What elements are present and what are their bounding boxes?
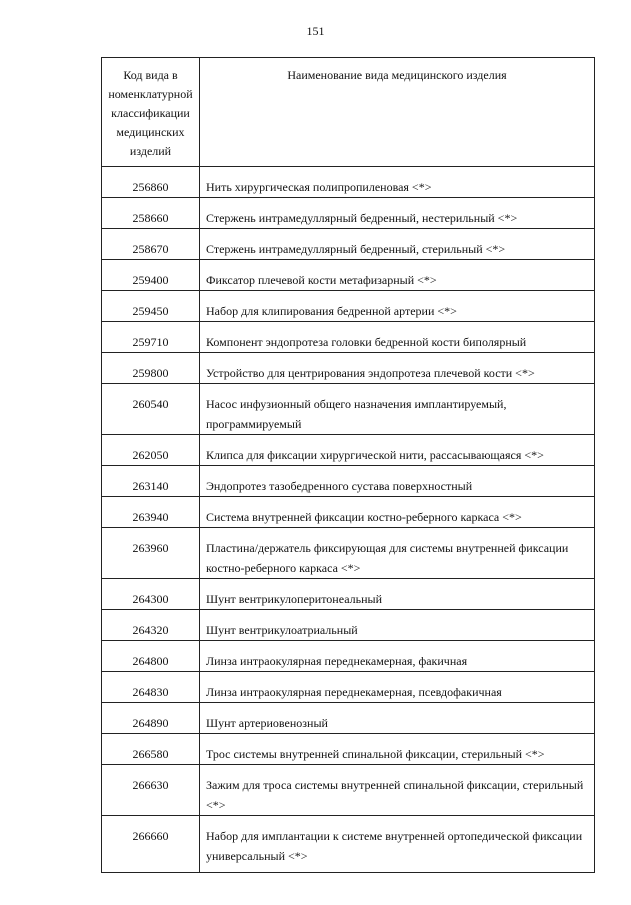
page-number: 151 <box>306 24 325 38</box>
table-row <box>102 322 595 353</box>
table-row <box>102 528 595 579</box>
device-name: Зажим для троса системы внутренней спинальной фиксации, стерильный <*> <box>200 765 595 816</box>
table-row <box>102 198 595 229</box>
table-row <box>102 703 595 734</box>
device-name: Стержень интрамедуллярный бедренный, стерильный <*> <box>200 229 595 260</box>
device-code: 263140 <box>102 466 200 497</box>
device-name: Нить хирургическая полипропиленовая <*> <box>200 167 595 198</box>
device-code: 259450 <box>102 291 200 322</box>
table-row <box>102 229 595 260</box>
table-row <box>102 641 595 672</box>
device-name: Линза интраокулярная переднекамерная, факичная <box>200 641 595 672</box>
device-code: 264320 <box>102 610 200 641</box>
device-code: 260540 <box>102 384 200 435</box>
device-code: 266580 <box>102 734 200 765</box>
device-code: 258670 <box>102 229 200 260</box>
table-row <box>102 734 595 765</box>
device-code: 256860 <box>102 167 200 198</box>
table-row <box>102 816 595 873</box>
device-code: 259800 <box>102 353 200 384</box>
device-name: Набор для имплантации к системе внутренней ортопедической фиксации универсальный <*> <box>200 816 595 873</box>
device-name: Пластина/держатель фиксирующая для системы внутренней фиксации костно-реберного каркаса <*> <box>200 528 595 579</box>
device-name: Шунт артериовенозный <box>200 703 595 734</box>
table-row <box>102 353 595 384</box>
device-code: 264800 <box>102 641 200 672</box>
device-name: Насос инфузионный общего назначения имплантируемый, программируемый <box>200 384 595 435</box>
table-row <box>102 291 595 322</box>
table-row <box>102 610 595 641</box>
device-name: Набор для клипирования бедренной артерии <*> <box>200 291 595 322</box>
device-code: 264890 <box>102 703 200 734</box>
device-code: 258660 <box>102 198 200 229</box>
device-name: Система внутренней фиксации костно-реберного каркаса <*> <box>200 497 595 528</box>
device-name: Стержень интрамедуллярный бедренный, нестерильный <*> <box>200 198 595 229</box>
device-name: Компонент эндопротеза головки бедренной кости биполярный <box>200 322 595 353</box>
table-row <box>102 497 595 528</box>
device-code: 266630 <box>102 765 200 816</box>
device-name: Эндопротез тазобедренного сустава поверхностный <box>200 466 595 497</box>
table-row <box>102 765 595 816</box>
table-row <box>102 435 595 466</box>
device-name: Шунт вентрикулоатриальный <box>200 610 595 641</box>
table-row <box>102 167 595 198</box>
device-code: 264830 <box>102 672 200 703</box>
device-code: 263940 <box>102 497 200 528</box>
device-code: 263960 <box>102 528 200 579</box>
table-row <box>102 466 595 497</box>
table-row <box>102 260 595 291</box>
device-name: Шунт вентрикулоперитонеальный <box>200 579 595 610</box>
device-code: 259710 <box>102 322 200 353</box>
table-row <box>102 579 595 610</box>
name-column-header: Наименование вида медицинского изделия <box>200 58 595 167</box>
device-name: Линза интраокулярная переднекамерная, псевдофакичная <box>200 672 595 703</box>
table-row <box>102 672 595 703</box>
device-code: 264300 <box>102 579 200 610</box>
code-column-header: Код вида в номенклатурной классификации медицинских изделий <box>102 58 200 167</box>
table-row <box>102 384 595 435</box>
device-name: Клипса для фиксации хирургической нити, рассасывающаяся <*> <box>200 435 595 466</box>
device-name: Трос системы внутренней спинальной фиксации, стерильный <*> <box>200 734 595 765</box>
device-code: 262050 <box>102 435 200 466</box>
device-code: 259400 <box>102 260 200 291</box>
device-code: 266660 <box>102 816 200 873</box>
device-name: Устройство для центрирования эндопротеза плечевой кости <*> <box>200 353 595 384</box>
device-name: Фиксатор плечевой кости метафизарный <*> <box>200 260 595 291</box>
table-header-row <box>102 58 595 167</box>
medical-device-table <box>101 57 595 873</box>
